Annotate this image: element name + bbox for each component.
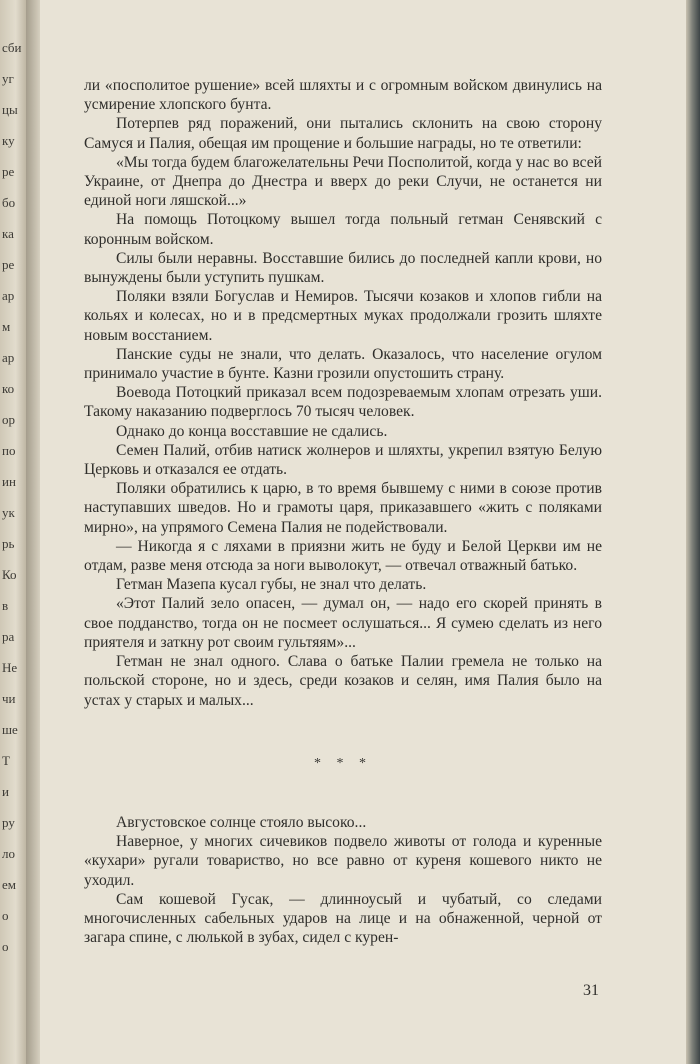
left-page-text-fragment: чи: [2, 691, 16, 706]
paragraph: Гетман не знал одного. Слава о батьке Палии гремела не только на польской стороне, но и здесь, среди козаков и селян, имя Палия было на устах у старых и малых...: [84, 653, 602, 709]
left-page-text-fragment: бо: [2, 195, 16, 210]
left-page-text-fragment: по: [2, 443, 16, 458]
left-page-text-fragment: сби: [2, 40, 22, 55]
left-page-text-fragment: ре: [2, 164, 15, 179]
paragraph: «Мы тогда будем благожелательны Речи Посполитой, когда у нас во всей Украине, от Днепра до Днестра и вверх до реки Случи, не останется ни единой ноги ляшской...»: [84, 153, 602, 210]
paragraph: Воевода Потоцкий приказал всем подозреваемым хлопам отрезать уши. Такому наказанию подверглось 70 тысяч человек.: [84, 384, 602, 421]
book-cover-edge: [686, 0, 700, 1064]
left-page-text-fragment: ко: [2, 381, 15, 396]
left-page-text-fragment: о: [2, 908, 9, 923]
book-gutter: [26, 0, 40, 1064]
left-page-text-fragment: Т: [2, 753, 10, 768]
main-section: [84, 76, 602, 710]
paragraph: Однако до конца восставшие не сдались.: [116, 422, 388, 440]
paragraph: Семен Палий, отбив натиск жолнеров и шляхты, укрепил взятую Белую Церковь и отказался ее отдать.: [84, 441, 602, 479]
left-page-text-fragment: ук: [2, 505, 15, 520]
book-page: [40, 0, 686, 1064]
left-page-text-fragment: ин: [2, 474, 16, 489]
paragraph: Августовское солнце стояло высоко...: [116, 813, 367, 831]
left-page-text-fragment: ар: [2, 288, 15, 303]
paragraph: Панские суды не знали, что делать. Оказалось, что население огулом принимало участие в бунте. Казни грозили опустошить страну.: [84, 345, 602, 383]
paragraph: На помощь Потоцкому вышел тогда польный гетман Сенявский с коронным войском.: [84, 211, 602, 248]
left-page-text-fragment: Ко: [2, 567, 17, 582]
paragraph: Поляки обратились к царю, в то время бывшему с ними в союзе против наступавших шведов. Но и грамоты царя, приказавшего «жить с поляками мирно», на упрямого Семена Палия не подействовали.: [84, 480, 602, 536]
paragraph: Поляки взяли Богуслав и Немиров. Тысячи козаков и хлопов гибли на кольях и колесах, но и в предсмертных муках продолжали грозить шляхте новым восстанием.: [84, 288, 602, 344]
left-page-text-fragment: в: [2, 598, 9, 613]
left-page-text-fragment: ар: [2, 350, 15, 365]
paragraph: Гетман Мазепа кусал губы, не знал что делать.: [116, 576, 427, 594]
paragraph: Потерпев ряд поражений, они пытались склонить на свою сторону Самуся и Палия, обещая им прощение и большие награды, но те ответили:: [84, 115, 602, 152]
left-page-text-fragment: цы: [2, 102, 18, 117]
left-page-text-fragment: ку: [2, 133, 15, 148]
left-page-text-fragment: Не: [2, 660, 18, 675]
paragraph: Сам кошевой Гусак, — длинноусый и чубатый, со следами многочисленных сабельных ударов на лице и на обнаженной, черной от загара спине, с люлькой в зубах, сидел с курен-: [84, 890, 602, 947]
paragraph: «Этот Палий зело опасен, — думал он, — надо его скорей принять в свое подданство, тогда он не посмеет ослушаться... Я сумею сделать из него приятеля и заткну рот своим гультяям»...: [84, 595, 602, 651]
paragraph: — Никогда я с ляхами в приязни жить не буду и Белой Церкви им не отдам, разве меня отсюда за ноги выволокут, — отвечал отважный батько.: [84, 537, 602, 575]
left-page-text-fragment: ем: [2, 877, 16, 892]
page-text: [84, 76, 602, 947]
left-page-text-fragment: ка: [2, 226, 14, 241]
left-page-text-fragment: ре: [2, 257, 15, 272]
left-page-text-fragment: рь: [2, 536, 15, 551]
left-page-text-fragment: уг: [2, 71, 14, 86]
left-facing-page-edge: [0, 0, 26, 1064]
left-page-text-fragment: м: [2, 319, 11, 334]
paragraph: Силы были неравны. Восставшие бились до последней капли крови, но вынуждены были уступить пушкам.: [84, 249, 602, 287]
left-page-text-fragment: ру: [2, 815, 15, 830]
page-number: 31: [583, 982, 599, 999]
left-page-text-fragment: ло: [2, 846, 15, 861]
next-section: [84, 813, 602, 947]
left-page-text-fragment: ше: [2, 722, 18, 737]
paragraph: Наверное, у многих сичевиков подвело животы от голода и куренные «кухари» ругали товариство, но все равно от куреня кошевого никто не уходил.: [84, 833, 602, 889]
left-page-text-fragment: о: [2, 939, 9, 954]
left-page-text-fragment: ра: [2, 629, 15, 644]
paragraph: ли «посполитое рушение» всей шляхты и с огромным войском двинулись на усмирение хлопского бунта.: [84, 77, 602, 114]
section-divider: * * *: [314, 755, 372, 771]
left-page-text-fragment: ор: [2, 412, 15, 427]
left-page-text-fragment: и: [2, 784, 9, 799]
